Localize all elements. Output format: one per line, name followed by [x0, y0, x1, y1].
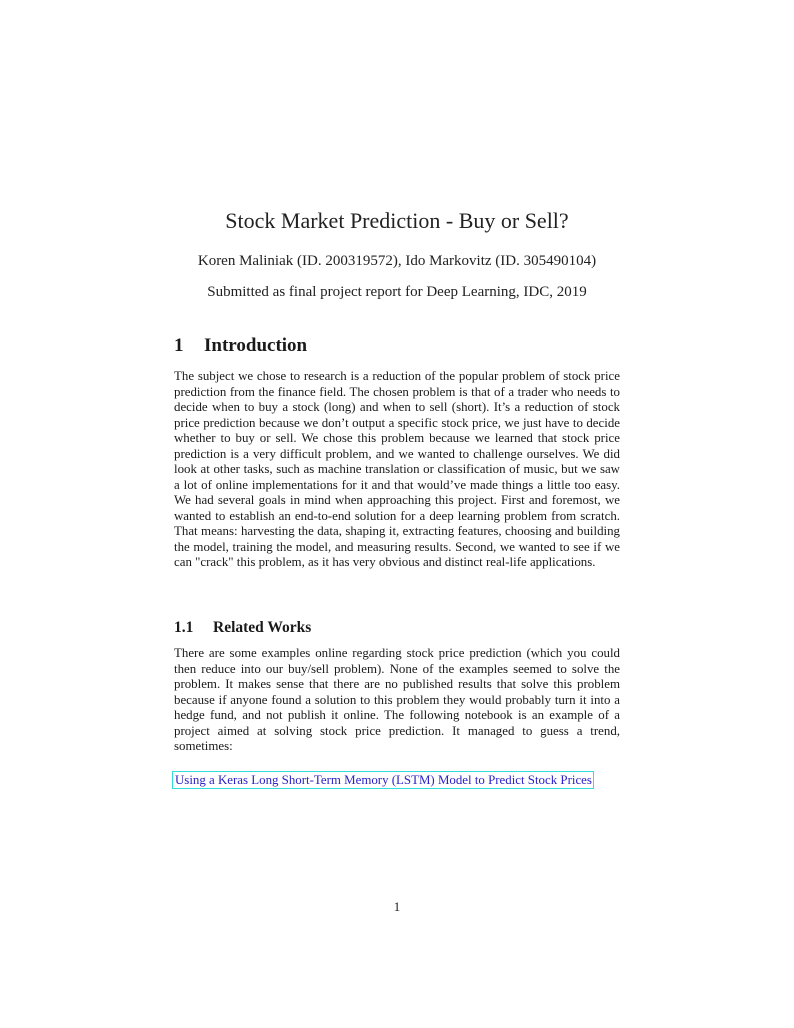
paper-submission-note: Submitted as final project report for Deep Learning, IDC, 2019	[207, 284, 587, 300]
section-number: 1	[174, 335, 184, 356]
lstm-notebook-link[interactable]: Using a Keras Long Short-Term Memory (LSTM) Model to Predict Stock Prices	[172, 771, 594, 789]
section-heading-related-works	[174, 619, 311, 637]
section-title: Related Works	[213, 619, 312, 636]
introduction-paragraph: The subject we chose to research is a reduction of the popular problem of stock price prediction from the finance field. The chosen problem is that of a trader who needs to decide when to buy a stock (long) and when to sell (short). It’s a reduction of stock price prediction because we don’t output a specific stock price, we just have to decide whether to buy or sell. We chose this problem because we learned that stock price prediction is a very difficult problem, and we wanted to challenge ourselves. We did look at other tasks, such as machine translation or classification of music, but we saw a lot of online implementations for it and that would’ve made things a little too easy. We had several goals in mind when approaching this project. First and foremost, we wanted to establish an end-to-end solution for a deep learning problem from scratch. That means: harvesting the data, shaping it, extracting features, choosing and building the model, training the model, and measuring results. Second, we wanted to see if we can "crack" this problem, as it has very obvious and distinct real-life applications.	[174, 369, 620, 569]
paper-authors: Koren Maliniak (ID. 200319572), Ido Markovitz (ID. 305490104)	[197, 253, 597, 269]
paper-title: Stock Market Prediction - Buy or Sell?	[225, 208, 569, 233]
related-works-paragraph: There are some examples online regarding stock price prediction (which you could then reduce into our buy/sell problem). None of the examples seemed to solve the problem. It makes sense that there are no published results that solve this problem because if anyone found a solution to this problem they would probably turn it into a hedge fund, and not publish it online. The following notebook is an example of a project aimed at solving stock price prediction. It managed to guess a trend, sometimes:	[174, 646, 620, 753]
page-number: 1	[393, 900, 401, 914]
section-number: 1.1	[174, 619, 194, 636]
section-heading-introduction	[174, 335, 307, 357]
section-title: Introduction	[204, 335, 308, 356]
